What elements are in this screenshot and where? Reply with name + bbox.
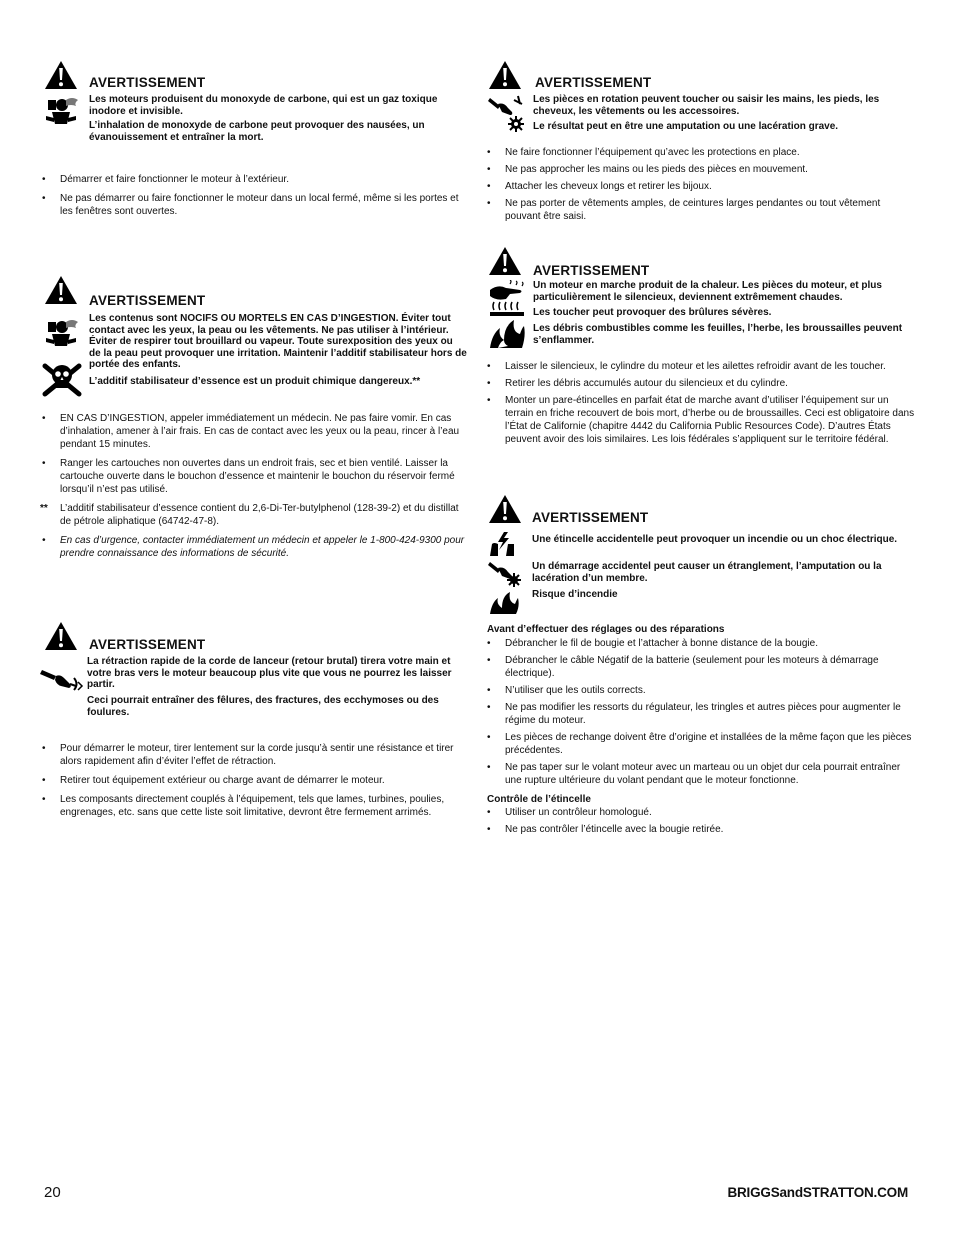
- list-item: • Les pièces de rechange doivent être d’origine et installées de la même façon que les pièces précédentes.: [487, 731, 915, 757]
- list-item: • Pour démarrer le moteur, tirer lentement sur la corde jusqu’à sentir une résistance et tirer alors rapidement afin d’éviter l’effet de rétraction.: [42, 742, 470, 768]
- warning-title: AVERTISSEMENT: [532, 510, 649, 525]
- warning-text: Un démarrage accidentel peut causer un étranglement, l’amputation ou la lacération d’un membre.: [532, 561, 882, 584]
- warning-text: Les débris combustibles comme les feuilles, l’herbe, les broussailles peuvent s’enflammer.: [533, 323, 903, 346]
- toxic-fumes-icon: [42, 94, 80, 130]
- list-item: • Ne pas porter de vêtements amples, de ceintures larges pendantes ou tout vêtement pouvant être saisi.: [487, 197, 915, 223]
- warning-text: Les moteurs produisent du monoxyde de carbone, qui est un gaz toxique inodore et invisible.: [89, 94, 438, 117]
- warning-text: Les contenus sont NOCIFS OU MORTELS EN CAS D’INGESTION. Éviter tout contact avec les yeux, la peau ou les vêtements. Ne pas utiliser à l’intérieur. Éviter de respirer tout brouillard ou vapeur. Toute surexposition des yeux ou de la peau peut provoquer une irritation. Maintenir l’additif stabilisateur hors de portée des enfants.: [89, 313, 467, 371]
- bullet-list: [487, 146, 915, 227]
- bullet-list: [487, 806, 915, 840]
- hot-surface-hand-icon: [488, 280, 526, 302]
- page-number: 20: [44, 1184, 61, 1201]
- list-item: • Ne pas démarrer ou faire fonctionner le moteur dans un local fermé, même si les portes et les fenêtres sont ouvertes.: [42, 192, 462, 218]
- list-item: • Démarrer et faire fonctionner le moteur à l’extérieur.: [42, 173, 462, 186]
- warning-text: Les toucher peut provoquer des brûlures sévères.: [533, 307, 772, 318]
- fire-icon: [488, 318, 526, 350]
- bullet-list: [42, 742, 470, 825]
- bullet-list: [487, 637, 915, 791]
- list-item: • Retirer les débris accumulés autour du silencieux et du cylindre.: [487, 377, 915, 390]
- warning-text: Le résultat peut en être une amputation ou une lacération grave.: [533, 121, 839, 132]
- list-item: • Ne faire fonctionner l’équipement qu’avec les protections en place.: [487, 146, 915, 159]
- fire-icon: [488, 590, 522, 616]
- bullet-list: [487, 360, 915, 450]
- warning-text: La rétraction rapide de la corde de lanceur (retour brutal) tirera votre main et votre bras vers le moteur beaucoup plus vite que vous ne pourrez les laisser partir.: [87, 656, 452, 691]
- warning-text: Un moteur en marche produit de la chaleur. Les pièces du moteur, et plus particulièrement le silencieux, deviennent extrêmement chaudes.: [533, 280, 882, 303]
- warning-title: AVERTISSEMENT: [89, 293, 206, 308]
- website-link[interactable]: BRIGGSandSTRATTON.COM: [727, 1185, 908, 1200]
- list-item: • Ne pas taper sur le volant moteur avec un marteau ou un objet dur cela pourrait entraîner une rupture ultérieure du volant pendant que le moteur fonctionne.: [487, 761, 915, 787]
- skull-crossbones-icon: [42, 360, 82, 398]
- list-item: • N’utiliser que les outils corrects.: [487, 684, 915, 697]
- list-item: • Ne pas contrôler l’étincelle avec la bougie retirée.: [487, 823, 915, 836]
- section-subheading: Avant d’effectuer des réglages ou des réparations: [487, 624, 725, 635]
- section-subheading: Contrôle de l’étincelle: [487, 794, 591, 805]
- warning-text: Risque d’incendie: [532, 589, 618, 600]
- list-item: • Laisser le silencieux, le cylindre du moteur et les ailettes refroidir avant de les toucher.: [487, 360, 915, 373]
- list-item: • Retirer tout équipement extérieur ou charge avant de démarrer le moteur.: [42, 774, 470, 787]
- rotating-parts-icon: [488, 94, 528, 134]
- warning-triangle-icon: [488, 494, 522, 524]
- list-item: • Les composants directement couplés à l’équipement, tels que lames, turbines, poulies, engrenages, etc. sans que cette liste soit limitative, devront être fermement arrimés.: [42, 793, 470, 819]
- list-item: • Ranger les cartouches non ouvertes dans un endroit frais, sec et bien ventilé. Laisser la cartouche ouverte dans le bouchon d’essence et maintenir le bouchon du réservoir fermé lorsqu’il n’est pas utilisé.: [42, 457, 470, 496]
- electric-shock-icon: [488, 530, 518, 558]
- warning-triangle-icon: [488, 60, 522, 90]
- hot-surface-icon: [488, 300, 526, 318]
- list-item: • EN CAS D’INGESTION, appeler immédiatement un médecin. Ne pas faire vomir. En cas d’inhalation, amener à l’air frais. En cas de contact avec les yeux ou la peau, rincer à l’eau pendant 15 minutes.: [42, 412, 470, 451]
- warning-triangle-icon: [44, 275, 78, 305]
- entanglement-icon: [488, 560, 524, 588]
- toxic-fumes-icon: [42, 316, 80, 352]
- list-item: • Débrancher le fil de bougie et l’attacher à bonne distance de la bougie.: [487, 637, 915, 650]
- warning-text: Une étincelle accidentelle peut provoquer un incendie ou un choc électrique.: [532, 534, 898, 545]
- list-item: • Ne pas approcher les mains ou les pieds des pièces en mouvement.: [487, 163, 915, 176]
- bullet-list: [42, 412, 470, 566]
- list-item: • Débrancher le câble Négatif de la batterie (seulement pour les moteurs à démarrage électrique).: [487, 654, 915, 680]
- warning-title: AVERTISSEMENT: [89, 75, 206, 90]
- emergency-note: • En cas d’urgence, contacter immédiatement un médecin et appeler le 1-800-424-9300 pour prendre connaissance des informations de sécurité.: [42, 534, 470, 560]
- warning-text: Ceci pourrait entraîner des fêlures, des fractures, des ecchymoses ou des foulures.: [87, 695, 439, 718]
- list-item: • Utiliser un contrôleur homologué.: [487, 806, 915, 819]
- warning-triangle-icon: [44, 621, 78, 651]
- warning-title: AVERTISSEMENT: [533, 263, 650, 278]
- warning-text: L’inhalation de monoxyde de carbone peut provoquer des nausées, un évanouissement et entraîner la mort.: [89, 120, 425, 143]
- warning-text: L’additif stabilisateur d’essence est un produit chimique dangereux.**: [89, 376, 421, 387]
- warning-text: Les pièces en rotation peuvent toucher ou saisir les mains, les pieds, les cheveux, les vêtements ou les accessoires.: [533, 94, 880, 117]
- bullet-list: [42, 173, 462, 224]
- footnote: ** L’additif stabilisateur d’essence contient du 2,6-Di-Ter-butylphenol (128-39-2) et du distillat de pétrole aliphatique (64742-47-8).: [42, 502, 470, 528]
- list-item: • Attacher les cheveux longs et retirer les bijoux.: [487, 180, 915, 193]
- warning-triangle-icon: [44, 60, 78, 90]
- list-item: • Monter un pare-étincelles en parfait état de marche avant d’utiliser l’équipement sur un terrain en friche recouvert de bois mort, d’herbe ou de broussailles. Ceci est obligatoire dans l’État de Californie (chapitre 4442 du California Public Resources Code). D’autres États peuvent avoir des lois similaires. Les lois fédérales s’appliquent sur le territoire fédéral.: [487, 394, 915, 446]
- list-item: • Ne pas modifier les ressorts du régulateur, les tringles et autres pièces pour augmenter le régime du moteur.: [487, 701, 915, 727]
- warning-triangle-icon: [488, 246, 522, 276]
- warning-title: AVERTISSEMENT: [89, 637, 206, 652]
- warning-title: AVERTISSEMENT: [535, 75, 652, 90]
- kickback-hand-icon: [40, 664, 84, 698]
